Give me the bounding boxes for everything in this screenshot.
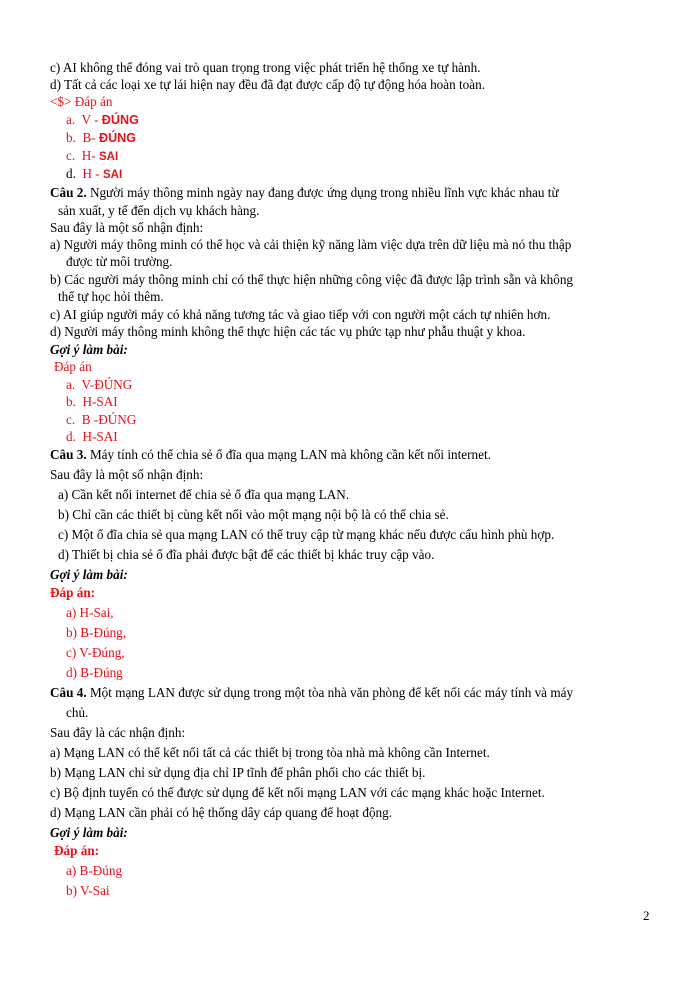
answer-item: a) B-Đúng <box>66 863 123 878</box>
statement-d: d) Thiết bị chia sẻ ổ đĩa phải được bật để các thiết bị khác truy cập vào. <box>58 547 435 562</box>
answer-item: b. H-SAI <box>66 394 118 409</box>
statement-a: a) Người máy thông minh có thể học và cải thiện kỹ năng làm việc dựa trên dữ liệu mà nó thu thập <box>50 237 572 252</box>
answer-item: d. H-SAI <box>66 429 118 444</box>
answer-item: d) B-Đúng <box>66 665 123 680</box>
statement-d: d) Mạng LAN cần phải có hệ thống dây cáp quang để hoạt động. <box>50 805 393 820</box>
answer-label: Đáp án: <box>54 843 100 858</box>
answer-label: Đáp án <box>54 359 92 374</box>
statement-d: d) Người máy thông minh không thể thực hiện các tác vụ phức tạp như phẫu thuật y khoa. <box>50 324 526 339</box>
answer-item: c) V-Đúng, <box>66 645 125 660</box>
question-title: Câu 3. <box>50 447 87 462</box>
statement-c: c) Bộ định tuyến có thể được sử dụng để kết nối mạng LAN với các mạng khác hoặc Internet. <box>50 785 545 800</box>
question-2-stem-cont: sản xuất, y tế đến dịch vụ khách hàng. <box>58 203 260 218</box>
question-title: Câu 2. <box>50 185 87 200</box>
answer-item: a. V-ĐÚNG <box>66 377 133 392</box>
statement-b: b) Chỉ cần các thiết bị cùng kết nối vào một mạng nội bộ là có thể chia sẻ. <box>58 507 449 522</box>
answer-item <box>66 112 139 128</box>
answer-item: b) B-Đúng, <box>66 625 127 640</box>
statement-a: a) Cần kết nối internet để chia sẻ ổ đĩa qua mạng LAN. <box>58 487 350 502</box>
question-3-stem: Câu 3. Máy tính có thể chia sẻ ổ đĩa qua mạng LAN mà không cần kết nối internet. <box>50 447 491 462</box>
answer-verdict: ĐÚNG <box>101 113 139 127</box>
question-4-stem-cont: chủ. <box>66 705 89 720</box>
hint-heading: Gợi ý làm bài: <box>50 342 128 357</box>
page-number: 2 <box>643 908 650 923</box>
answer-prefix: b. <box>66 130 76 145</box>
question-2-stem: Câu 2. Người máy thông minh ngày nay đang được ứng dụng trong nhiều lĩnh vực khác nhau từ <box>50 185 559 200</box>
statement-c: c) Một ổ đĩa chia sẻ qua mạng LAN có thể truy cập từ mạng khác nếu được cấu hình phù hợp. <box>58 527 555 542</box>
answer-verdict: ĐÚNG <box>98 131 137 145</box>
statements-intro: Sau đây là các nhận định: <box>50 725 186 740</box>
answer-item <box>66 130 136 146</box>
answer-label: Đáp án: <box>50 585 96 600</box>
answer-item <box>66 148 118 165</box>
statement-a: a) Mạng LAN có thể kết nối tất cả các thiết bị trong tòa nhà mà không cần Internet. <box>50 745 490 760</box>
statement-c: c) AI giúp người máy có khả năng tương tác và giao tiếp với con người một cách tự nhiên hơn. <box>50 307 551 322</box>
hint-heading: Gợi ý làm bài: <box>50 825 128 840</box>
question-title: Câu 4. <box>50 685 87 700</box>
answer-value: V - <box>81 112 102 127</box>
answer-prefix: a. <box>66 112 76 127</box>
answer-item: a) H-Sai, <box>66 605 114 620</box>
statement-b-cont: thể tự học hỏi thêm. <box>58 289 164 304</box>
answer-verdict: SAI <box>103 169 123 181</box>
statements-intro: Sau đây là một số nhận định: <box>50 467 204 482</box>
statement-d: d) Tất cả các loại xe tự lái hiện nay đều đã đạt được cấp độ tự động hóa hoàn toàn. <box>50 77 486 92</box>
hint-heading: Gợi ý làm bài: <box>50 567 128 582</box>
answer-prefix: c. <box>66 148 76 163</box>
statement-a-cont: được từ môi trường. <box>66 254 173 269</box>
statement-b: b) Mạng LAN chỉ sử dụng địa chỉ IP tĩnh để phân phối cho các thiết bị. <box>50 765 426 780</box>
answer-prefix: d. <box>66 166 76 181</box>
statement-c: c) AI không thể đóng vai trò quan trọng trong việc phát triển hệ thống xe tự hành. <box>50 60 481 75</box>
answer-item: c. B -ĐÚNG <box>66 412 137 427</box>
answer-item: b) V-Sai <box>66 883 110 898</box>
statements-intro: Sau đây là một số nhận định: <box>50 220 204 235</box>
answer-label: <$> Đáp án <box>50 94 113 109</box>
answer-value: H- <box>81 148 99 163</box>
question-4-stem: Câu 4. Một mạng LAN được sử dụng trong một tòa nhà văn phòng để kết nối các máy tính và máy <box>50 685 574 700</box>
answer-verdict: SAI <box>98 151 119 163</box>
answer-item <box>66 166 122 183</box>
answer-value: H - <box>82 166 103 181</box>
statement-b: b) Các người máy thông minh chỉ có thể thực hiện những công việc đã được lập trình sẵn và không <box>50 272 574 287</box>
answer-value: B- <box>82 130 99 145</box>
